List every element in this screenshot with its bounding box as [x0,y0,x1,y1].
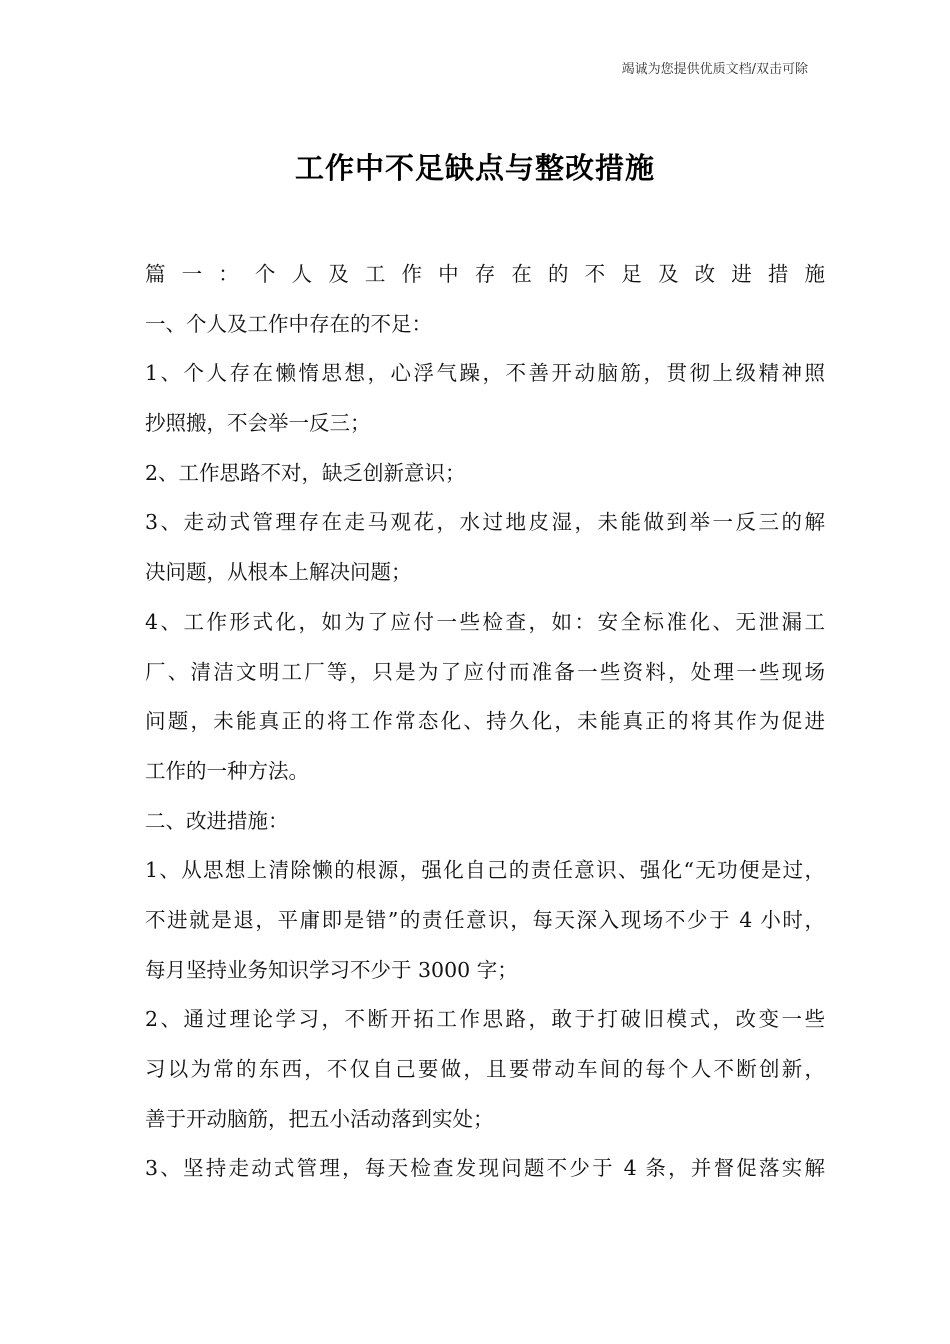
line-measure-2a: 2、通过理论学习，不断开拓工作思路，敢于打破旧模式，改变一些 [145,1007,825,1032]
line-measure-2c: 善于开动脑筋，把五小活动落到实处； [145,1106,494,1131]
line-measure-1c: 每月坚持业务知识学习不少于 3000 字； [145,957,518,982]
line-measure-3a: 3、坚持走动式管理，每天检查发现问题不少于 4 条，并督促落实解 [145,1156,825,1181]
line-measure-1a: 1、从思想上清除懒的根源，强化自己的责任意识、强化“无功便是过， [145,858,825,883]
header-note: 竭诚为您提供优质文档/双击可除 [621,62,808,77]
line-item-3b: 决问题，从根本上解决问题； [145,560,412,585]
line-item-4a: 4、工作形式化，如为了应付一些检查，如：安全标准化、无泄漏工 [145,609,825,634]
line-item-4c: 问题，未能真正的将工作常态化、持久化，未能真正的将其作为促进 [145,709,825,734]
line-item-1b: 抄照搬，不会举一反三； [145,411,371,436]
document-body [145,250,825,1194]
document-title: 工作中不足缺点与整改措施 [294,151,655,185]
line-item-4d: 工作的一种方法。 [145,758,309,783]
line-measure-2b: 习以为常的东西，不仅自己要做，且要带动车间的每个人不断创新， [145,1057,825,1081]
line-item-3a: 3、走动式管理存在走马观花，水过地皮湿，未能做到举一反三的解 [145,510,825,535]
line-measure-1b: 不进就是退，平庸即是错”的责任意识，每天深入现场不少于 4 小时， [145,907,825,932]
line-item-1a: 1、个人存在懒惰思想，心浮气躁，不善开动脑筋，贯彻上级精神照 [145,361,825,386]
line-item-4b: 厂、清洁文明工厂等，只是为了应付而准备一些资料，处理一些现场 [145,659,825,684]
line-part-two-heading: 二、改进措施： [145,808,289,833]
line-section-heading: 篇一：个人及工作中存在的不足及改进措施 [145,262,825,286]
line-item-2: 2、工作思路不对，缺乏创新意识； [145,460,466,485]
line-part-one-heading: 一、个人及工作中存在的不足： [145,311,432,336]
